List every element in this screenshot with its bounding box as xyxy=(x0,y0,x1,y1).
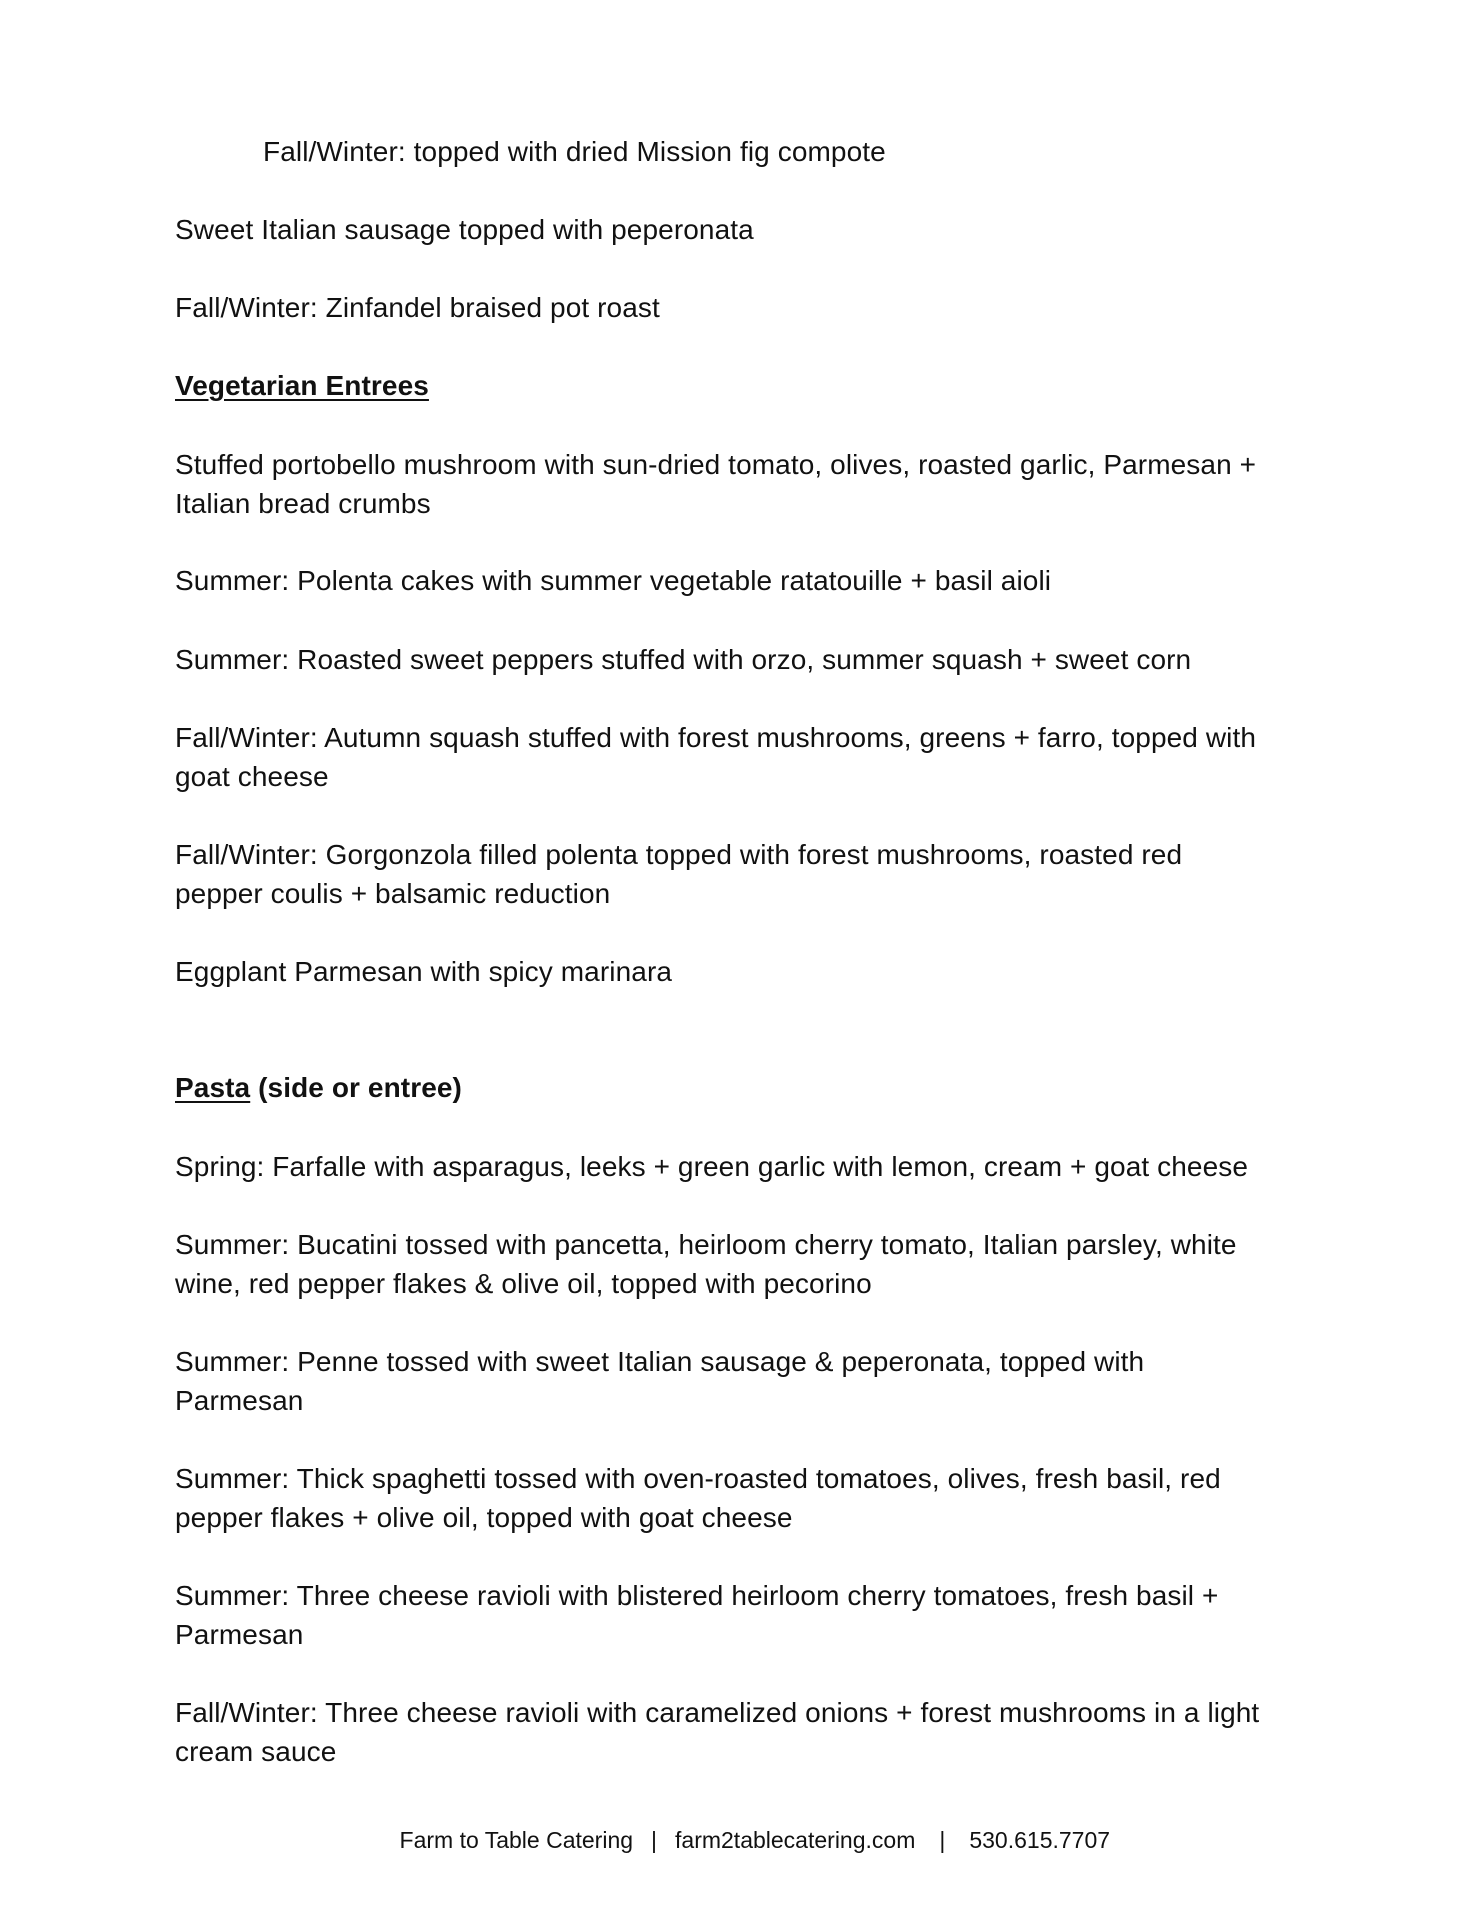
menu-item-line: cream sauce xyxy=(175,1736,337,1767)
section-heading-vegetarian: Vegetarian Entrees xyxy=(175,370,429,401)
menu-item-line: Summer: Roasted sweet peppers stuffed with orzo, summer squash + sweet corn xyxy=(175,644,1192,675)
section-heading-pasta-title: Pasta xyxy=(175,1072,251,1103)
menu-item-line: goat cheese xyxy=(175,761,329,792)
menu-item-line: Eggplant Parmesan with spicy marinara xyxy=(175,956,673,987)
menu-item-line: Fall/Winter: Gorgonzola filled polenta topped with forest mushrooms, roasted red xyxy=(175,839,1183,870)
menu-item-line: Summer: Bucatini tossed with pancetta, heirloom cherry tomato, Italian parsley, white xyxy=(175,1229,1237,1260)
page-footer xyxy=(0,1792,1484,1888)
menu-item-line: Summer: Penne tossed with sweet Italian sausage & peperonata, topped with xyxy=(175,1346,1145,1377)
menu-item-line: Summer: Three cheese ravioli with blistered heirloom cherry tomatoes, fresh basil + xyxy=(175,1580,1219,1611)
menu-item-line: Fall/Winter: topped with dried Mission fig compote xyxy=(263,136,886,167)
menu-item-line: Fall/Winter: Three cheese ravioli with caramelized onions + forest mushrooms in a light xyxy=(175,1697,1260,1728)
menu-item-line: Parmesan xyxy=(175,1385,304,1416)
menu-item-line: Summer: Thick spaghetti tossed with oven-roasted tomatoes, olives, fresh basil, red xyxy=(175,1463,1221,1494)
menu-item-line: Italian bread crumbs xyxy=(175,488,431,519)
menu-item-line: Sweet Italian sausage topped with peperonata xyxy=(175,214,754,245)
menu-item-line: pepper flakes + olive oil, topped with goat cheese xyxy=(175,1502,793,1533)
menu-item-line: Stuffed portobello mushroom with sun-dried tomato, olives, roasted garlic, Parmesan + xyxy=(175,449,1257,480)
menu-item-line: pepper coulis + balsamic reduction xyxy=(175,878,611,909)
footer-business-name: Farm to Table Catering xyxy=(399,1827,634,1853)
menu-item-line: Summer: Polenta cakes with summer vegetable ratatouille + basil aioli xyxy=(175,565,1052,596)
menu-item-line: wine, red pepper flakes & olive oil, topped with pecorino xyxy=(175,1268,872,1299)
menu-item-line: Fall/Winter: Autumn squash stuffed with forest mushrooms, greens + farro, topped with xyxy=(175,722,1257,753)
section-heading-pasta-note: (side or entree) xyxy=(250,1072,462,1103)
menu-item-line: Fall/Winter: Zinfandel braised pot roast xyxy=(175,292,660,323)
footer-separator: | xyxy=(651,1827,658,1853)
footer-phone: 530.615.7707 xyxy=(969,1827,1111,1853)
section-heading-pasta xyxy=(175,1068,1325,1107)
menu-item-line: Spring: Farfalle with asparagus, leeks + green garlic with lemon, cream + goat cheese xyxy=(175,1151,1249,1182)
menu-item-line: Parmesan xyxy=(175,1619,304,1650)
footer-separator: | xyxy=(939,1827,946,1853)
footer-website: farm2tablecatering.com xyxy=(675,1827,916,1853)
